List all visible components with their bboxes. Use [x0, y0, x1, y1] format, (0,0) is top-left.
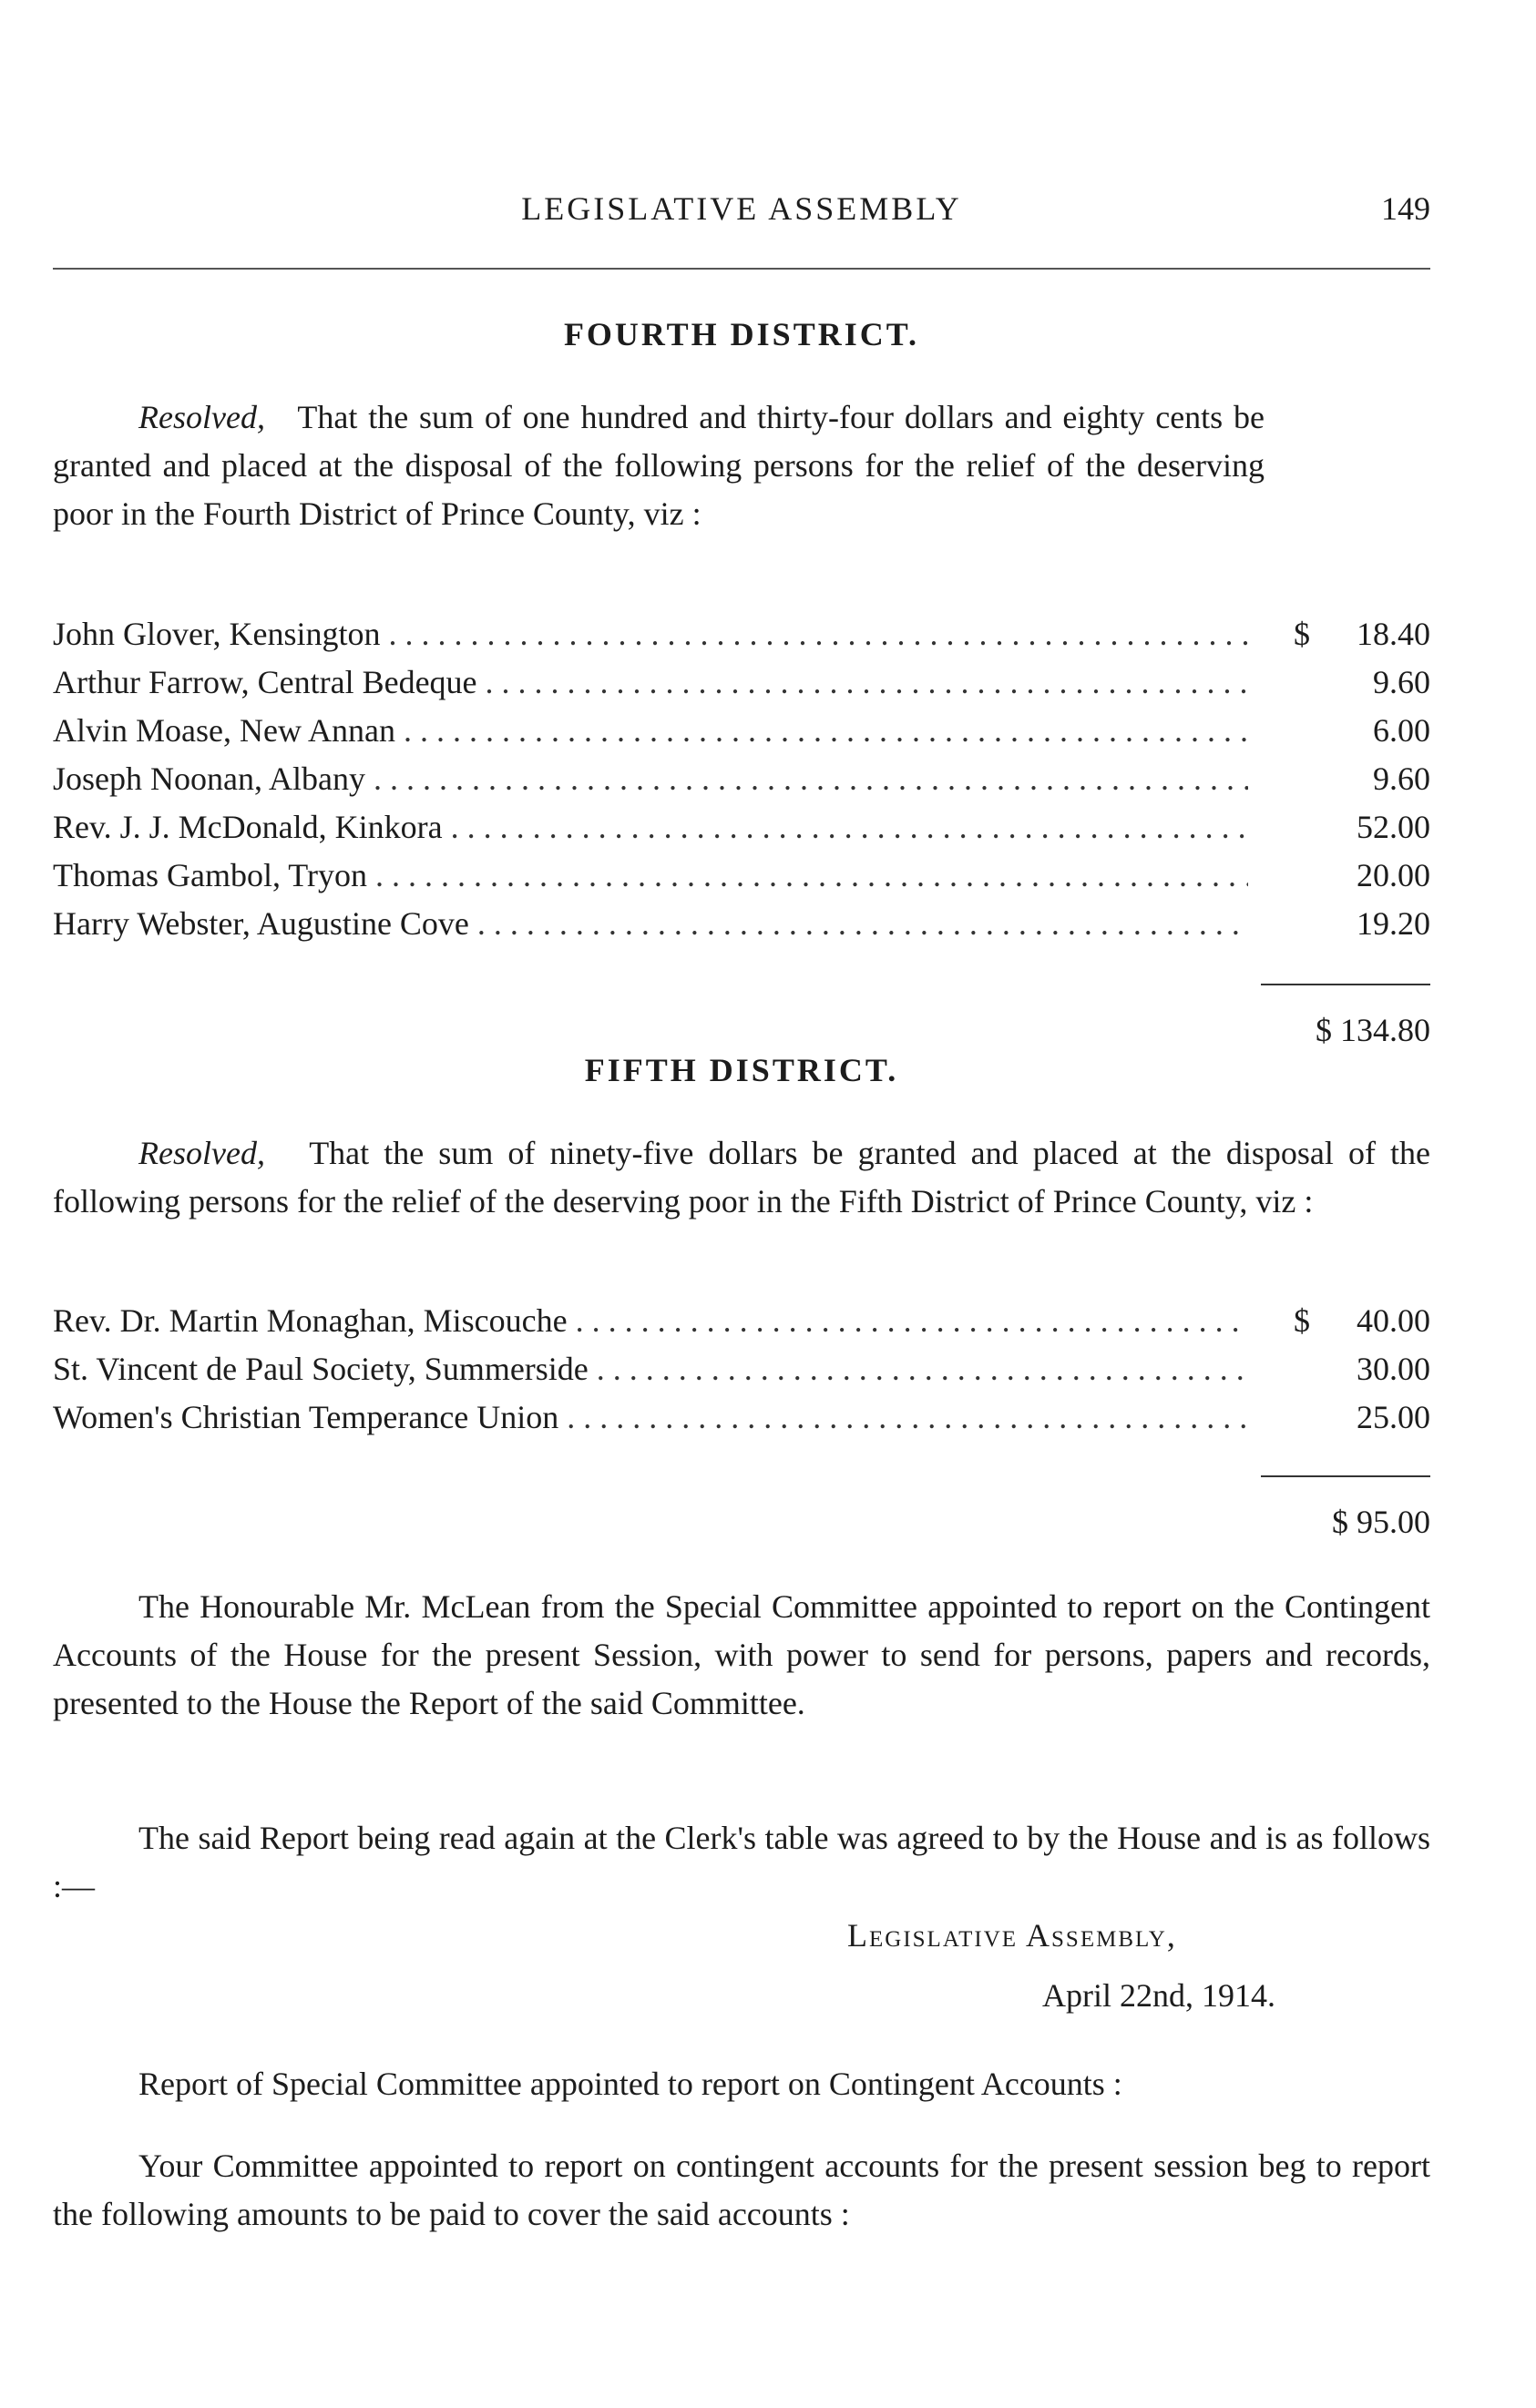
list-item [53, 1297, 1430, 1345]
list-item [53, 755, 1430, 803]
payee-amount: 19.20 [1357, 905, 1430, 942]
payee-name: Alvin Moase, New Annan . . . [53, 707, 1248, 755]
payee-amount: 52.00 [1357, 809, 1430, 845]
resolved-word: Resolved, [138, 1135, 265, 1171]
report-intro: Your Committee appointed to report on contingent accounts for the present session beg to report the following amounts to be paid to cover the said accounts : [53, 2148, 1430, 2232]
resolution-text: That the sum of one hundred and thirty-four dollars and eighty cents be granted and placed at the disposal of the following persons for the relief of the deserving poor in the Fourth District of Prince County, viz : [53, 399, 1265, 532]
total-rule [1261, 1475, 1430, 1477]
resolved-word: Resolved, [138, 399, 265, 435]
page-number: 149 [1381, 190, 1430, 227]
fifth-district-heading: FIFTH DISTRICT. [584, 1052, 899, 1088]
payee-name: Rev. Dr. Martin Monaghan, Miscouche . . . [53, 1297, 1248, 1345]
payee-amount: 18.40 [1357, 616, 1430, 652]
fourth-district-resolution [53, 393, 1265, 538]
report-read-block [53, 1814, 1430, 1911]
payee-name: Arthur Farrow, Central Bedeque . . . [53, 658, 1248, 707]
report-title-block [53, 2060, 1430, 2108]
fourth-district-heading: FOURTH DISTRICT. [563, 316, 920, 352]
running-title: LEGISLATIVE ASSEMBLY [521, 190, 962, 227]
fourth-district-heading-block [53, 315, 1430, 353]
payee-amount: 30.00 [1357, 1351, 1430, 1387]
payee-name: Thomas Gambol, Tryon . . . [53, 852, 1248, 900]
dateline-place: Legislative Assembly, [847, 1917, 1177, 1954]
list-item [53, 1345, 1430, 1393]
list-item [53, 707, 1430, 755]
list-item [53, 1393, 1430, 1442]
payee-name: St. Vincent de Paul Society, Summerside . . . [53, 1345, 1248, 1393]
fifth-district-total: $ 95.00 [1332, 1504, 1430, 1540]
resolution-text: That the sum of ninety-five dollars be granted and placed at the disposal of the following persons for the relief of the deserving poor in the Fifth District of Prince County, viz : [53, 1135, 1430, 1219]
fifth-district-resolution [53, 1129, 1430, 1226]
payee-name: Rev. J. J. McDonald, Kinkora . . . [53, 803, 1248, 852]
payee-name: Women's Christian Temperance Union . . . [53, 1393, 1248, 1442]
list-item [53, 658, 1430, 707]
committee-paragraph: The Honourable Mr. McLean from the Special Committee appointed to report on the Contingent Accounts of the House for the present Session, with power to send for persons, papers and records, presented to the House the Report of the said Committee. [53, 1588, 1430, 1721]
payee-amount: 40.00 [1357, 1302, 1430, 1339]
list-item [53, 610, 1430, 658]
dateline-date: April 22nd, 1914. [1042, 1977, 1275, 2014]
fifth-district-heading-block [53, 1051, 1430, 1089]
payee-name: John Glover, Kensington . . . [53, 610, 1248, 658]
payee-name: Harry Webster, Augustine Cove . . . [53, 900, 1248, 948]
currency-sign: $ [1294, 1302, 1310, 1339]
total-rule [1261, 984, 1430, 985]
list-item [53, 900, 1430, 948]
fifth-district-list [53, 1297, 1430, 1442]
running-head [53, 189, 1430, 235]
payee-amount: 9.60 [1373, 760, 1430, 797]
report-title: Report of Special Committee appointed to report on Contingent Accounts : [138, 2066, 1122, 2102]
payee-amount: 9.60 [1373, 664, 1430, 700]
fourth-district-total: $ 134.80 [1316, 1012, 1430, 1048]
currency-sign: $ [1294, 616, 1310, 652]
payee-name: Joseph Noonan, Albany . . . [53, 755, 1248, 803]
payee-amount: 20.00 [1357, 857, 1430, 893]
payee-amount: 6.00 [1373, 712, 1430, 749]
fourth-district-list [53, 610, 1430, 948]
list-item [53, 852, 1430, 900]
committee-paragraph-block [53, 1583, 1430, 1728]
payee-amount: 25.00 [1357, 1399, 1430, 1435]
list-item [53, 803, 1430, 852]
header-rule [53, 268, 1430, 270]
report-read-paragraph: The said Report being read again at the Clerk's table was agreed to by the House and is as follows :— [53, 1820, 1430, 1904]
report-intro-block [53, 2142, 1430, 2239]
